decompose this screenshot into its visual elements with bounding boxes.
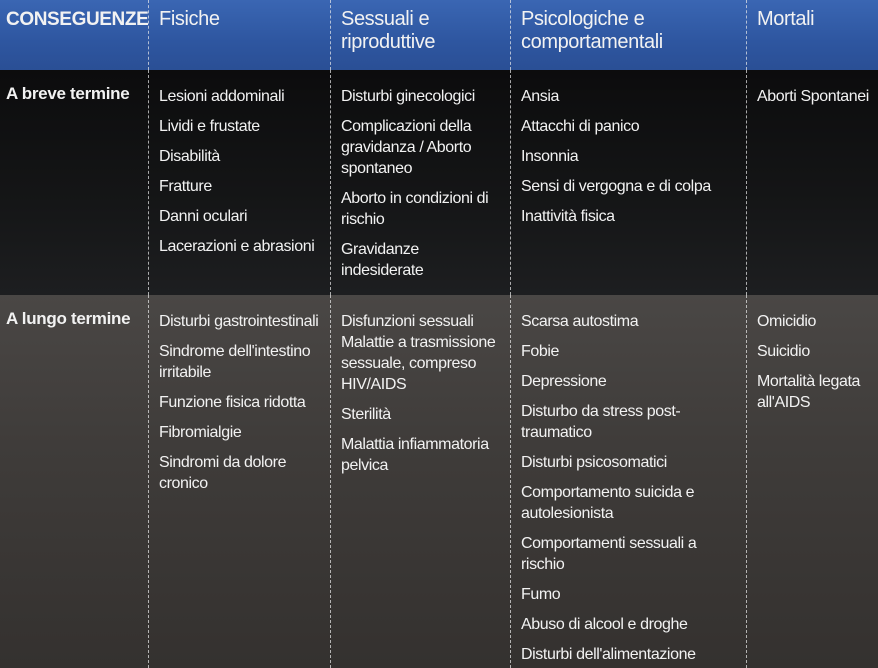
list-item: Scarsa autostima xyxy=(521,313,639,330)
list-item: Aborto in condizioni di rischio xyxy=(341,190,489,228)
cell-short-mortali xyxy=(746,70,878,295)
header-mortali: Mortali xyxy=(746,0,878,70)
list-item: Comportamenti sessuali a rischio xyxy=(521,535,697,573)
list-item: Disturbi ginecologici xyxy=(341,88,475,105)
header-fisiche: Fisiche xyxy=(148,0,330,70)
cell-short-psicologiche xyxy=(510,70,746,295)
list-item: Lesioni addominali xyxy=(159,88,285,105)
list-item: Danni oculari xyxy=(159,208,248,225)
cell-short-sessuali xyxy=(330,70,510,295)
list-item: Gravidanze indesiderate xyxy=(341,241,424,279)
list-item: Disturbi psicosomatici xyxy=(521,454,667,471)
list-item: Lacerazioni e abrasioni xyxy=(159,238,315,255)
list-item: Disturbi gastrointestinali xyxy=(159,313,319,330)
header-psicologiche: Psicologiche e comportamentali xyxy=(510,0,746,70)
list-item: Mortalità legata all'AIDS xyxy=(757,373,860,411)
cell-long-psicologiche xyxy=(510,295,746,668)
list-item: Sensi di vergogna e di colpa xyxy=(521,178,711,195)
list-item: Funzione fisica ridotta xyxy=(159,394,306,411)
list-item: Attacchi di panico xyxy=(521,118,640,135)
list-item: Sindromi da dolore cronico xyxy=(159,454,287,492)
list-item: Disturbo da stress post- traumatico xyxy=(521,403,681,441)
list-item: Comportamento suicida e autolesionista xyxy=(521,484,695,522)
list-item: Lividi e frustate xyxy=(159,118,260,135)
cell-long-mortali xyxy=(746,295,878,668)
list-item: Fumo xyxy=(521,586,561,603)
header-sessuali: Sessuali e riproduttive xyxy=(330,0,510,70)
list-item: Malattia infiammatoria pelvica xyxy=(341,436,489,474)
list-item: Fratture xyxy=(159,178,212,195)
cell-long-fisiche xyxy=(148,295,330,668)
row-label-short-term: A breve termine xyxy=(0,70,148,295)
list-item: Abuso di alcool e droghe xyxy=(521,616,688,633)
row-label-long-term: A lungo termine xyxy=(0,295,148,668)
list-item: Disfunzioni sessuali Malattie a trasmissione sessuale, compreso HIV/AIDS xyxy=(341,313,496,393)
list-item: Fibromialgie xyxy=(159,424,242,441)
list-item: Disturbi dell'alimentazione xyxy=(521,646,696,663)
list-item: Sindrome dell'intestino irritabile xyxy=(159,343,311,381)
list-item: Insonnia xyxy=(521,148,579,165)
cell-short-fisiche xyxy=(148,70,330,295)
header-corner: CONSEGUENZE xyxy=(0,0,148,70)
list-item: Ansia xyxy=(521,88,560,105)
cell-long-sessuali xyxy=(330,295,510,668)
list-item: Aborti Spontanei xyxy=(757,88,869,105)
list-item: Depressione xyxy=(521,373,607,390)
list-item: Suicidio xyxy=(757,343,810,360)
list-item: Sterilità xyxy=(341,406,391,423)
list-item: Omicidio xyxy=(757,313,817,330)
list-item: Disabilità xyxy=(159,148,220,165)
list-item: Inattività fisica xyxy=(521,208,615,225)
list-item: Fobie xyxy=(521,343,560,360)
list-item: Complicazioni della gravidanza / Aborto spontaneo xyxy=(341,118,472,177)
